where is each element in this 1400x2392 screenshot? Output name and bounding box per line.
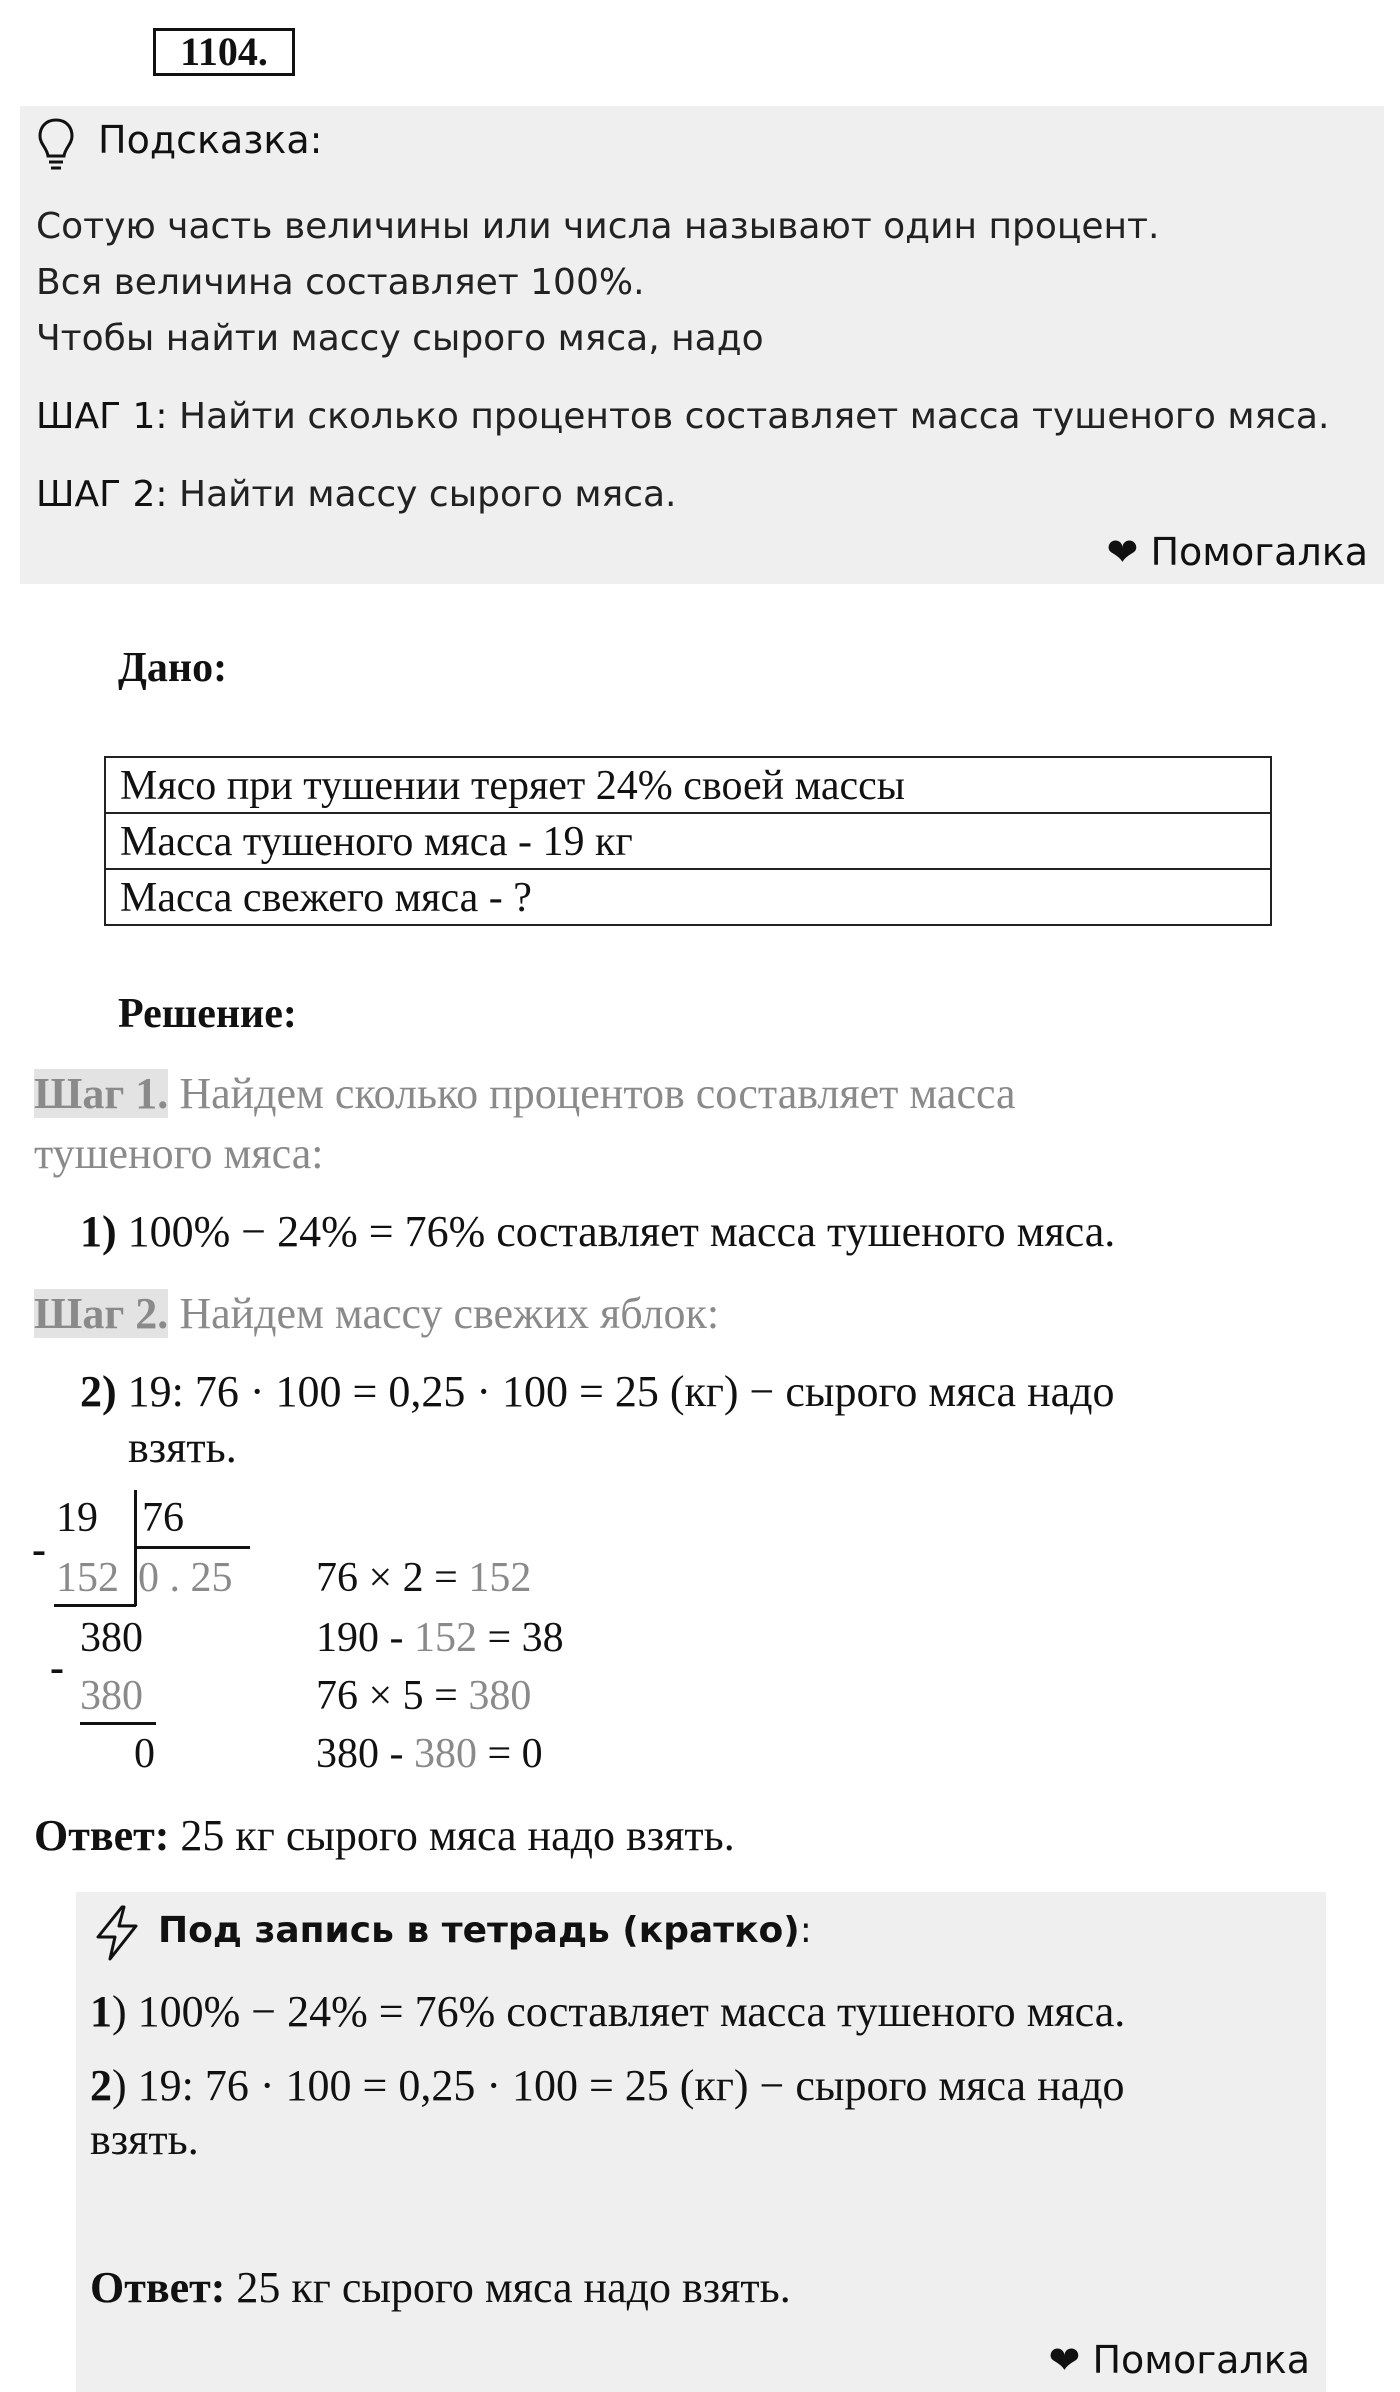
equation-1-text: 100% − 24% = 76% составляет масса тушеного мяса. [116, 1207, 1116, 1256]
notebook-title-colon: : [799, 1910, 812, 1951]
equation-2-text: 19: 76 · 100 = 0,25 · 100 = 25 (кг) − сырого мяса надо [116, 1367, 1115, 1416]
hint-step-2 [36, 474, 676, 515]
division-note-1-b: 152 [468, 1555, 532, 1601]
equation-2-num: 2) [80, 1367, 117, 1416]
hint-line-1: Сотую часть величины или числа называют один процент. [36, 206, 1160, 247]
division-note-4-c: = 0 [477, 1731, 543, 1777]
division-minus-2: - [50, 1645, 64, 1691]
notebook-eq-2-num: 2 [90, 2061, 112, 2110]
heart-icon: ❤ [1048, 2338, 1081, 2382]
division-note-4-a: 380 - [316, 1731, 414, 1777]
notebook-title [158, 1910, 812, 1951]
hint-box [20, 106, 1384, 584]
division-remainder-2: 0 [134, 1731, 155, 1777]
division-note-4 [316, 1730, 543, 1778]
step-1-label: Шаг 1. [34, 1069, 169, 1118]
hint-step-1-text: Найти сколько процентов составляет масса тушеного мяса. [167, 396, 1330, 437]
heart-icon: ❤ [1106, 530, 1139, 574]
hint-line-2: Вся величина составляет 100%. [36, 262, 645, 303]
hint-step-1 [36, 396, 1329, 437]
division-line-1 [54, 1604, 136, 1607]
hint-step-2-label: ШАГ 2: [36, 474, 168, 515]
equation-2 [80, 1366, 1115, 1417]
notebook-eq-1-num: 1 [90, 1987, 112, 2036]
given-row-1: Мясо при тушении теряет 24% своей массы [106, 758, 1270, 814]
division-divisor: 76 [142, 1495, 184, 1541]
division-quotient: 0 . 25 [138, 1555, 233, 1601]
given-row-2: Масса тушеного мяса - 19 кг [106, 814, 1270, 870]
step-1 [34, 1068, 1016, 1119]
answer-text: 25 кг сырого мяса надо взять. [169, 1811, 735, 1860]
task-number: 1104. [153, 28, 295, 76]
notebook-eq-2-text: ) 19: 76 · 100 = 0,25 · 100 = 25 (кг) − сырого мяса надо [112, 2061, 1125, 2110]
step-1-cont: тушеного мяса: [34, 1129, 324, 1178]
answer [34, 1810, 735, 1861]
division-note-4-b: 380 [414, 1731, 477, 1777]
solution-title: Решение: [118, 991, 297, 1037]
division-note-1 [316, 1554, 531, 1602]
given-row-3: Масса свежего мяса - ? [120, 875, 532, 921]
notebook-title-text: Под запись в тетрадь (кратко) [158, 1910, 800, 1951]
division-note-3-a: 76 × 5 = [316, 1673, 469, 1719]
answer-label: Ответ: [34, 1811, 170, 1860]
given-title: Дано: [118, 645, 228, 691]
notebook-brand[interactable] [1049, 2338, 1310, 2382]
equation-2-cont: взять. [128, 1423, 237, 1472]
long-division [30, 1486, 590, 1786]
notebook-brand-label: Помогалка [1092, 2338, 1310, 2382]
hint-step-1-label: ШАГ 1: [36, 396, 168, 437]
hint-title: Подсказка: [98, 118, 323, 162]
division-note-1-a: 76 × 2 = [316, 1555, 469, 1601]
division-minus-1: - [32, 1527, 46, 1573]
step-2 [34, 1288, 719, 1339]
hint-line-3: Чтобы найти массу сырого мяса, надо [36, 318, 764, 359]
equation-1-num: 1) [80, 1207, 117, 1256]
given-table [104, 756, 1272, 926]
lightbulb-icon [36, 116, 76, 174]
hint-step-2-text: Найти массу сырого мяса. [167, 474, 677, 515]
lightning-icon [92, 1904, 142, 1962]
notebook-box [76, 1892, 1326, 2392]
division-note-3-b: 380 [468, 1673, 532, 1719]
division-note-3 [316, 1672, 531, 1720]
division-sub-2: 380 [80, 1673, 143, 1719]
notebook-eq-2-cont: взять. [90, 2115, 199, 2164]
notebook-answer-text: 25 кг сырого мяса надо взять. [225, 2263, 791, 2312]
hint-brand-label: Помогалка [1150, 530, 1368, 574]
division-note-2-b: 152 [414, 1615, 477, 1661]
notebook-eq-1-text: ) 100% − 24% = 76% составляет масса тушеного мяса. [112, 1987, 1126, 2036]
hint-brand[interactable] [1107, 530, 1368, 574]
division-note-2-a: 190 - [316, 1615, 414, 1661]
division-dividend: 19 [56, 1495, 98, 1541]
division-note-2 [316, 1614, 564, 1662]
notebook-eq-2 [90, 2060, 1125, 2111]
division-remainder-1: 380 [80, 1615, 143, 1661]
step-2-label: Шаг 2. [34, 1289, 169, 1338]
division-note-2-c: = 38 [477, 1615, 564, 1661]
division-sub-1: 152 [56, 1555, 119, 1601]
notebook-answer [90, 2262, 791, 2313]
step-2-text: Найдем массу свежих яблок: [168, 1289, 720, 1338]
step-1-text: Найдем сколько процентов составляет масса [168, 1069, 1016, 1118]
division-line-2 [80, 1722, 156, 1725]
notebook-eq-1 [90, 1986, 1125, 2037]
equation-1 [80, 1206, 1115, 1257]
notebook-answer-label: Ответ: [90, 2263, 226, 2312]
division-divisor-line [134, 1546, 250, 1549]
